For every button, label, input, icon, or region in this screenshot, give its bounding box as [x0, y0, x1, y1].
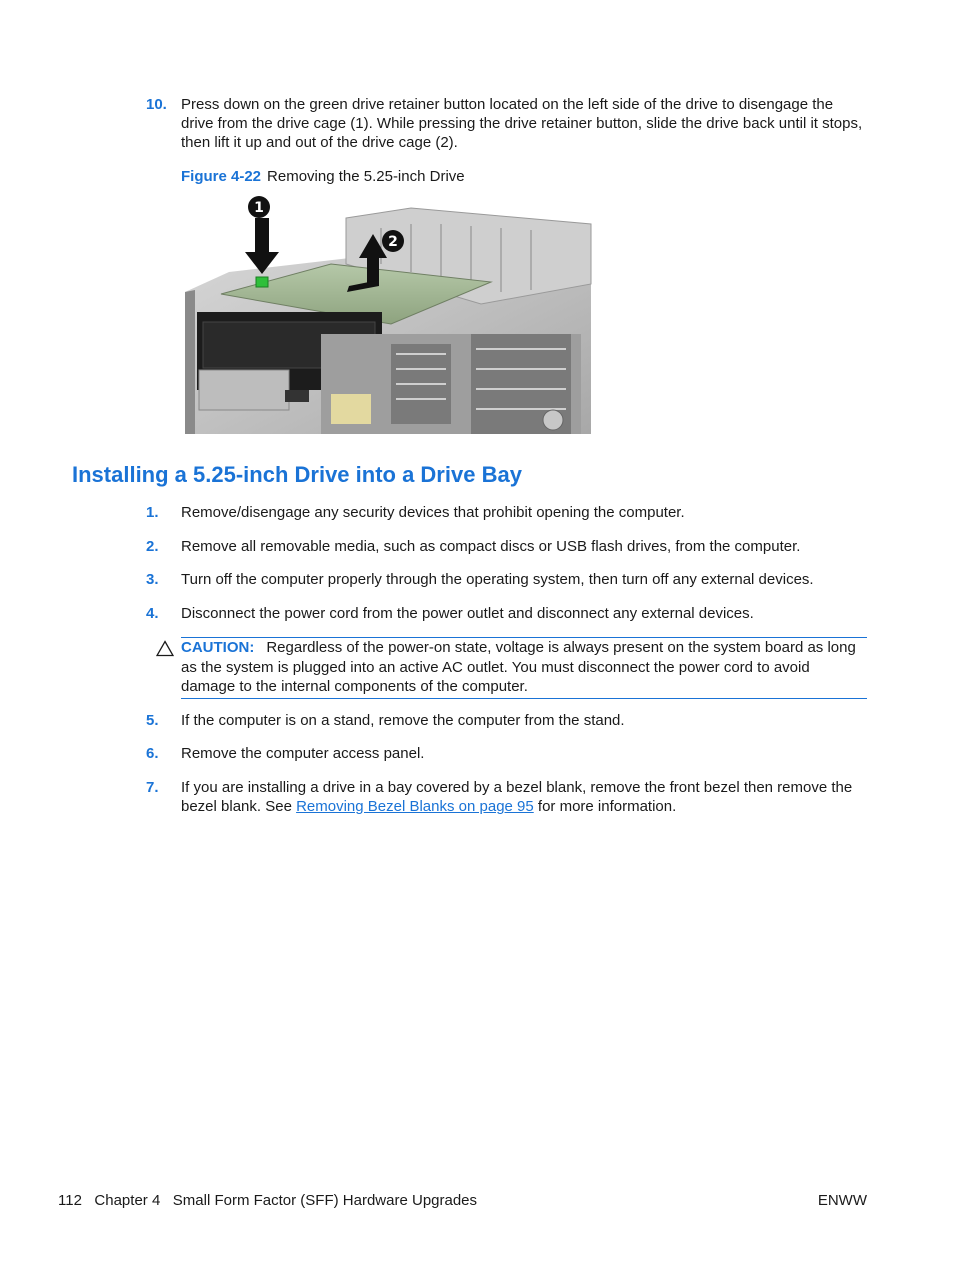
step-2	[146, 537, 866, 556]
step-number: 2.	[146, 538, 159, 555]
caution-box	[181, 637, 867, 699]
section-heading: Installing a 5.25-inch Drive into a Drive Bay	[72, 462, 522, 487]
step-number: 10.	[146, 96, 167, 113]
step-text: Turn off the computer properly through the operating system, then turn off any external devices.	[181, 571, 814, 588]
step-text: If the computer is on a stand, remove the computer from the stand.	[181, 712, 625, 729]
step-3	[146, 570, 866, 589]
step-number: 6.	[146, 745, 159, 762]
step-5	[146, 711, 866, 730]
caution-label: CAUTION:	[181, 639, 255, 656]
removing-bezel-blanks-link[interactable]: Removing Bezel Blanks on page 95	[296, 798, 534, 815]
caution-triangle-icon	[156, 640, 174, 657]
step-4	[146, 604, 866, 623]
step-text-before: If you are installing a drive in a bay covered by a bezel blank, remove the front bezel then remove the bezel blank. See	[181, 779, 853, 815]
step-text: Disconnect the power cord from the power outlet and disconnect any external devices.	[181, 605, 754, 622]
caution-text: Regardless of the power-on state, voltage is always present on the system board as long as the system is plugged into an active AC outlet. You must disconnect the power cord to avoid damage to the internal components of the computer.	[181, 639, 856, 695]
footer-enww: ENWW	[817, 1192, 867, 1209]
step-text: Press down on the green drive retainer button located on the left side of the drive to disengage the drive from the drive cage (1). While pressing the drive retainer button, slide the drive back until it stops, then lift it up and out of the drive cage (2).	[181, 96, 863, 151]
step-number: 4.	[146, 605, 159, 622]
drive-removal-illustration	[181, 194, 593, 436]
svg-text:2: 2	[388, 234, 398, 250]
step-text-after: for more information.	[533, 798, 677, 815]
step-text	[181, 778, 866, 816]
step-7	[146, 778, 866, 816]
step-number: 1.	[146, 504, 159, 521]
figure-title: Removing the 5.25-inch Drive	[267, 168, 465, 185]
figure-caption	[181, 168, 465, 185]
svg-text:1: 1	[254, 200, 264, 216]
step-10	[146, 95, 866, 152]
step-text: Remove the computer access panel.	[181, 745, 425, 762]
step-number: 7.	[146, 779, 159, 796]
step-6	[146, 744, 866, 763]
footer-page-info: 112 Chapter 4 Small Form Factor (SFF) Hardware Upgrades	[58, 1192, 478, 1209]
step-1	[146, 503, 866, 522]
figure-label: Figure 4-22	[181, 168, 262, 185]
step-text: Remove all removable media, such as compact discs or USB flash drives, from the computer.	[181, 538, 801, 555]
step-text: Remove/disengage any security devices that prohibit opening the computer.	[181, 504, 685, 521]
step-number: 5.	[146, 712, 159, 729]
step-number: 3.	[146, 571, 159, 588]
